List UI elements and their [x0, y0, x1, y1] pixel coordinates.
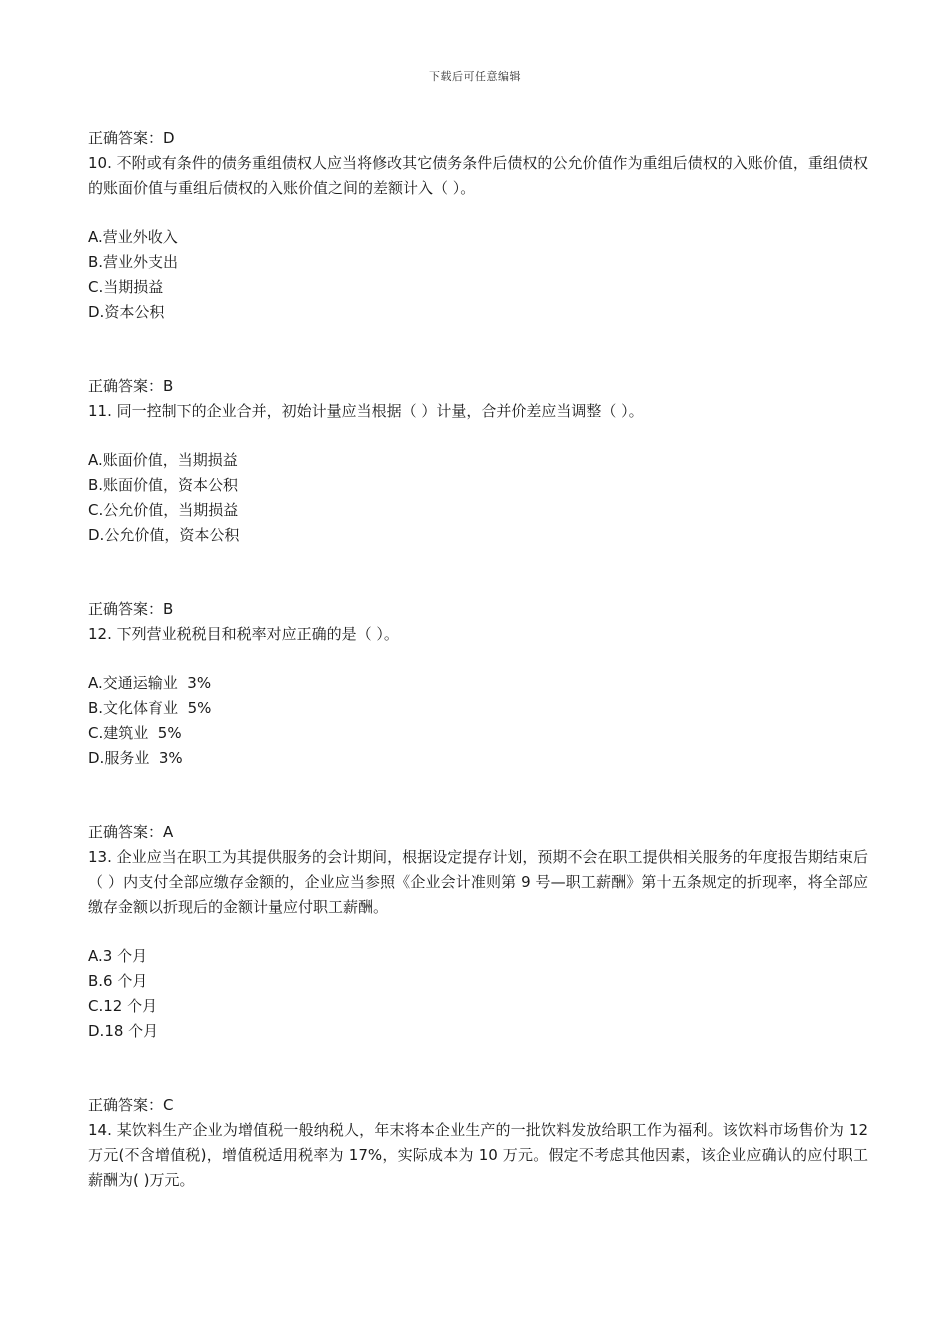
question-text: 12. 下列营业税税目和税率对应正确的是（ ）。	[88, 625, 399, 643]
option-d: D.服务业 3%	[88, 749, 183, 767]
answer-value: D	[163, 129, 175, 147]
document-body	[88, 126, 873, 1193]
option-a: A.账面价值，当期损益	[88, 451, 238, 469]
question-text: 13. 企业应当在职工为其提供服务的会计期间，根据设定提存计划，预期不会在职工提供相关服务的年度报告期结束后（ ）内支付全部应缴存金额的，企业应当参照《企业会计准则第 9 号—职工薪酬》第十五条规定的折现率，将全部应缴存金额以折现后的金额计量应付职工薪酬。	[88, 848, 868, 916]
page-header: 下载后可任意编辑	[429, 70, 521, 83]
answer-line	[88, 374, 868, 399]
question-block	[88, 820, 868, 1093]
option-a: A.营业外收入	[88, 228, 178, 246]
option-d: D.18 个月	[88, 1022, 159, 1040]
answer-line	[88, 597, 868, 622]
answer-line	[88, 820, 868, 845]
option-d: D.资本公积	[88, 303, 165, 321]
answer-value: C	[163, 1096, 174, 1114]
option-a: A.交通运输业 3%	[88, 674, 212, 692]
option-d: D.公允价值，资本公积	[88, 526, 240, 544]
question-block	[88, 1093, 873, 1193]
option-c: C.12 个月	[88, 997, 158, 1015]
option-b: B.营业外支出	[88, 253, 179, 271]
answer-value: B	[163, 377, 174, 395]
option-b: B.账面价值，资本公积	[88, 476, 239, 494]
answer-label: 正确答案：	[88, 600, 164, 618]
answer-label: 正确答案：	[88, 823, 164, 841]
option-c: C.建筑业 5%	[88, 724, 182, 742]
question-text: 11. 同一控制下的企业合并，初始计量应当根据（ ）计量，合并价差应当调整（ ）。	[88, 402, 644, 420]
question-block	[88, 126, 868, 374]
question-text: 10. 不附或有条件的债务重组债权人应当将修改其它债务条件后债权的公允价值作为重组后债权的入账价值，重组债权的账面价值与重组后债权的入账价值之间的差额计入（ ）。	[88, 154, 868, 197]
answer-value: A	[163, 823, 174, 841]
option-b: B.文化体育业 5%	[88, 699, 212, 717]
option-c: C.当期损益	[88, 278, 164, 296]
answer-label: 正确答案：	[88, 129, 164, 147]
answer-line	[88, 126, 868, 151]
question-text: 14. 某饮料生产企业为增值税一般纳税人，年末将本企业生产的一批饮料发放给职工作为福利。该饮料市场售价为 12 万元(不含增值税)，增值税适用税率为 17%，实际成本为 10 万元。假定不考虑其他因素，该企业应确认的应付职工薪酬为( )万元。	[88, 1121, 873, 1189]
answer-line	[88, 1093, 868, 1118]
answer-label: 正确答案：	[88, 377, 164, 395]
answer-value: B	[163, 600, 174, 618]
option-c: C.公允价值，当期损益	[88, 501, 239, 519]
answer-label: 正确答案：	[88, 1096, 164, 1114]
option-a: A.3 个月	[88, 947, 148, 965]
question-block	[88, 597, 868, 820]
question-block	[88, 374, 868, 597]
option-b: B.6 个月	[88, 972, 148, 990]
